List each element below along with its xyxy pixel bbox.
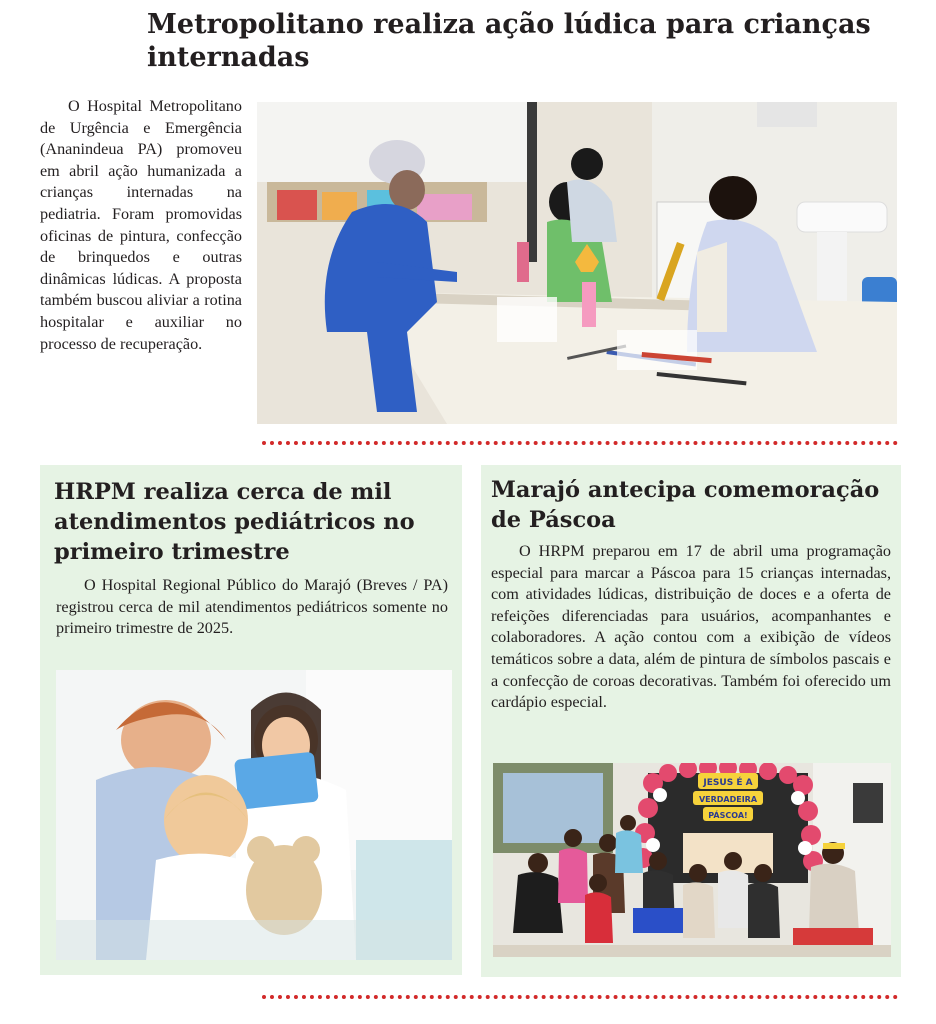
banner-text-line2: VERDADEIRA [698,795,758,804]
photo-doctor-with-child [56,670,452,960]
dotted-divider-bottom [262,995,898,999]
top-article-body: O Hospital Metropolitano de Urgência e Emergência (Ananindeua PA) promoveu em abril ação humanizada a crianças internadas na pediatria. Foram promovidas oficinas de pintura, confecção de brinquedos e outras dinâmicas lúdicas. A proposta também buscou aliviar a rotina hospitalar e auxiliar no processo de recuperação. [40,97,242,353]
right-article-headline: Marajó antecipa comemoração de Páscoa [491,477,880,533]
left-article-headline: HRPM realiza cerca de mil atendimentos pediátricos no primeiro trimestre [54,479,415,565]
banner-text-line3: PÁSCOA! [708,811,748,820]
banner-text-line1: JESUS É A [703,778,753,788]
left-article-body: O Hospital Regional Público do Marajó (Breves / PA) registrou cerca de mil atendimentos pediátricos somente no primeiro trimestre de 2025. [56,576,448,638]
photo-children-painting [257,102,897,424]
right-article-body: O HRPM preparou em 17 de abril uma programação especial para marcar a Páscoa para 15 crianças internadas, com atividades lúdicas, distribuição de doces e a oferta de refeições diferenciadas para usuários, acompanhantes e colaboradores. A ação contou com a exibição de vídeos temáticos sobre a data, além de pintura de símbolos pascais e a confecção de coroas decorativas. Também foi oferecido um cardápio especial. [491,542,891,712]
dotted-divider [262,441,898,445]
photo-easter-celebration [493,763,891,957]
top-headline: Metropolitano realiza ação lúdica para crianças internadas [147,9,871,73]
